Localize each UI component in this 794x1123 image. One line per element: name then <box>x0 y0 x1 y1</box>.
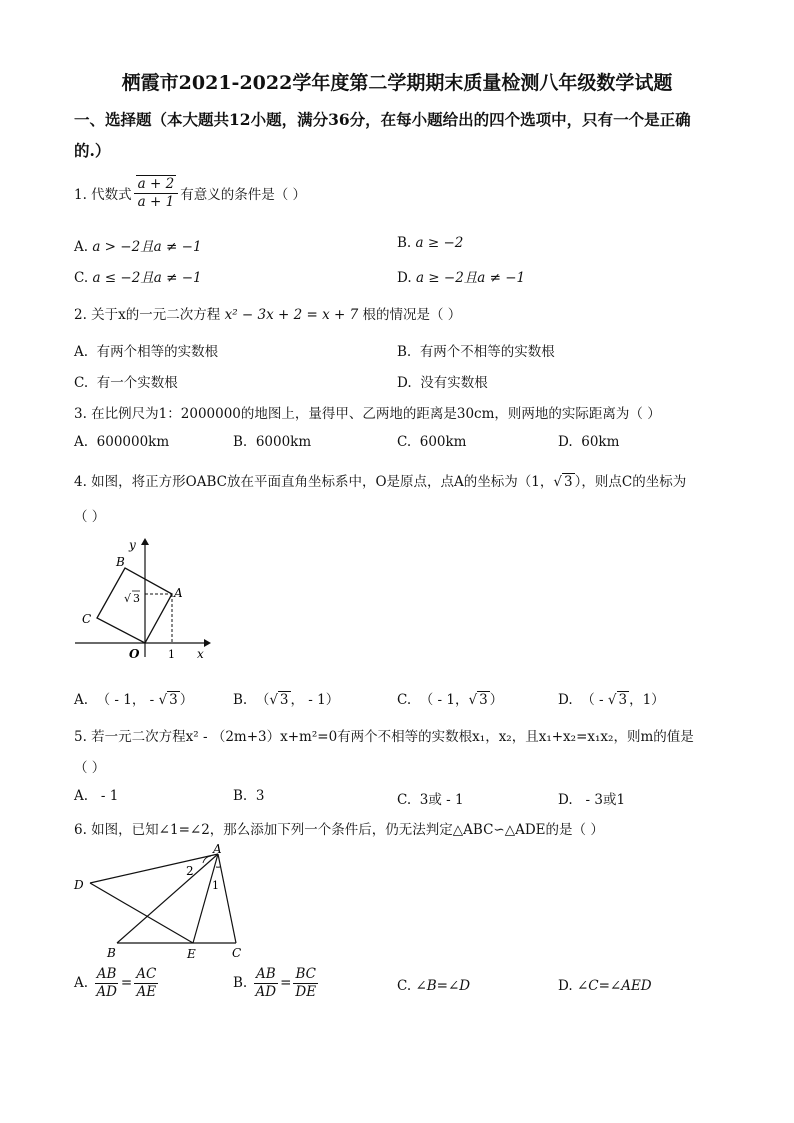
q1-suffix: 有意义的条件是（ ） <box>180 187 307 204</box>
q1-option-c[interactable] <box>74 266 202 286</box>
option-pre: （ - <box>581 692 608 708</box>
page-title: 栖霞市2021-2022学年度第二学期期末质量检测八年级数学试题 <box>121 72 673 94</box>
option-text: 600km <box>419 434 467 450</box>
q5-option-d[interactable] <box>558 788 625 808</box>
option-text: a > −2且a ≠ −1 <box>92 239 202 255</box>
option-root: 3 <box>479 692 488 708</box>
question-1 <box>74 176 306 211</box>
q5-option-a[interactable] <box>74 788 118 804</box>
segment-de <box>90 883 193 943</box>
fraction-ab-ad <box>254 966 279 1001</box>
section-heading-line2: 的.） <box>74 141 111 160</box>
q4-option-a[interactable]: A. （ - 1， - √ 3 ） <box>74 692 194 708</box>
q1-option-b[interactable] <box>397 235 463 251</box>
segment-ad <box>90 854 218 883</box>
q4-text-c: ），则点C的坐标为 <box>574 474 687 490</box>
q4-figure <box>70 535 215 665</box>
q2-option-a[interactable] <box>74 340 218 360</box>
option-label: A. <box>74 239 89 255</box>
denominator: AD <box>255 983 277 1000</box>
q6-option-c[interactable] <box>397 978 470 994</box>
option-label: D. <box>558 792 573 808</box>
option-text: 没有实数根 <box>420 375 488 391</box>
option-label: A. <box>74 692 89 708</box>
q2-option-b[interactable] <box>397 340 555 360</box>
x-axis-arrow <box>204 639 211 647</box>
option-label: B. <box>233 788 248 804</box>
option-pre: （ - 1， - <box>96 692 159 708</box>
label-c: C <box>232 946 242 960</box>
option-label: D. <box>558 434 573 450</box>
q2-option-d[interactable] <box>397 371 488 391</box>
option-pre: （ <box>255 692 270 708</box>
option-text: a ≥ −2 <box>415 235 464 251</box>
numerator: AB <box>96 966 117 982</box>
option-text: 有两个不相等的实数根 <box>419 344 555 360</box>
q1-fraction <box>134 176 179 211</box>
option-label: A. <box>74 344 89 360</box>
option-post: ） <box>179 692 194 708</box>
label-b: B <box>107 946 116 960</box>
option-text: 60km <box>581 434 620 450</box>
option-label: A. <box>74 975 89 992</box>
q4-option-c[interactable]: C. （ - 1，√ 3 ） <box>397 692 504 708</box>
option-root: 3 <box>618 692 628 708</box>
option-text: 有一个实数根 <box>96 375 178 391</box>
question-5-line1: 5. 若一元二次方程x² - （2m+3）x+m²=0有两个不相等的实数根x₁，x₂，且x₁+x₂=x₁x₂，则m的值是 <box>74 729 694 745</box>
option-label: C. <box>74 375 89 391</box>
option-text: ∠B=∠D <box>415 978 471 994</box>
option-label: D. <box>558 978 573 994</box>
label-two: 2 <box>186 864 194 878</box>
q3-option-c[interactable] <box>397 434 466 450</box>
question-3: 3. 在比例尺为1：2000000的地图上，量得甲、乙两地的距离是30cm，则两地的实际距离为（ ） <box>74 406 661 422</box>
q3-option-a[interactable] <box>74 434 169 450</box>
question-4-line1: 4. 如图，将正方形OABC放在平面直角坐标系中，O是原点，点A的坐标为（1，√ 3 ），则点C的坐标为 <box>74 474 687 490</box>
option-label: B. <box>397 235 412 251</box>
option-post: ） <box>489 692 504 708</box>
segment-ac <box>218 854 236 943</box>
option-text: a ≤ −2且a ≠ −1 <box>92 270 202 286</box>
option-label: A. <box>74 788 89 804</box>
q4-text-a: 4. 如图，将正方形OABC放在平面直角坐标系中，O是原点，点A的坐标为（1， <box>74 474 554 490</box>
option-text: 3 <box>255 788 265 804</box>
q3-option-b[interactable] <box>233 434 311 450</box>
fraction-ab-ad <box>94 966 119 1001</box>
q2-option-c[interactable] <box>74 371 178 391</box>
q4-option-d[interactable]: D. （ - √ 3 ，1） <box>558 692 665 708</box>
q6-figure <box>70 840 250 965</box>
section-heading-line1: 一、选择题（本大题共12小题，满分36分，在每小题给出的四个选项中，只有一个是正确 <box>74 110 691 129</box>
denominator: DE <box>295 983 317 1000</box>
fraction-ac-ae <box>134 966 158 1001</box>
numerator: BC <box>295 966 316 982</box>
label-c: C <box>82 612 92 626</box>
label-a: A <box>174 586 183 600</box>
option-text: - 3或1 <box>581 792 626 808</box>
label-b: B <box>116 555 125 569</box>
label-one: 1 <box>168 648 175 661</box>
option-label: B. <box>233 434 248 450</box>
segment-ae <box>193 854 218 943</box>
option-root: 3 <box>169 692 178 708</box>
denominator: AE <box>136 983 157 1000</box>
label-one: 1 <box>212 879 219 892</box>
q1-option-a[interactable] <box>74 235 202 255</box>
option-label: C. <box>397 978 412 994</box>
question-5-line2: （ ） <box>74 760 106 776</box>
q2-prefix: 2. 关于x的一元二次方程 <box>74 307 221 323</box>
question-6: 6. 如图，已知∠1=∠2，那么添加下列一个条件后，仍无法判定△ABC∽△ADE的是（ ） <box>74 822 604 838</box>
option-label: A. <box>74 434 89 450</box>
option-label: D. <box>558 692 573 708</box>
option-post: ，1） <box>629 692 665 708</box>
q2-suffix: 根的情况是（ ） <box>362 307 462 323</box>
question-4-line2: （ ） <box>74 509 106 525</box>
q4-root: 3 <box>564 474 573 490</box>
q6-option-a[interactable]: A. $\frac{AB}{AD}$ = $\frac{AC}{AE}$ <box>74 966 157 1000</box>
option-root: 3 <box>279 692 289 708</box>
option-label: C. <box>397 692 412 708</box>
q3-option-d[interactable] <box>558 434 619 450</box>
label-e: E <box>187 947 196 961</box>
q2-equation: x² − 3x + 2 = x + 7 <box>224 307 359 323</box>
q1-numerator: a + 2 <box>137 176 175 192</box>
q5-option-c[interactable] <box>397 788 464 808</box>
option-text: 有两个相等的实数根 <box>96 344 219 360</box>
option-label: C. <box>74 270 89 286</box>
q6-option-d[interactable] <box>558 978 652 994</box>
label-d: D <box>74 878 84 892</box>
fraction-bc-de <box>293 966 318 1001</box>
q1-prefix: 1. 代数式 <box>74 187 132 204</box>
option-label: C. <box>397 792 412 808</box>
option-pre: （ - 1， <box>419 692 469 708</box>
label-y: y <box>129 538 136 552</box>
q1-denominator: a + 1 <box>137 193 175 210</box>
denominator: AD <box>96 983 117 1000</box>
option-label: C. <box>397 434 412 450</box>
option-text: a ≥ −2且a ≠ −1 <box>415 270 526 286</box>
label-root3: 3 <box>133 592 140 605</box>
option-text: - 1 <box>96 788 119 804</box>
option-text: 6000km <box>255 434 312 450</box>
question-2 <box>74 303 461 323</box>
q5-option-b[interactable] <box>233 788 264 804</box>
option-text: ∠C=∠AED <box>576 978 652 994</box>
option-label: B. <box>233 692 248 708</box>
q4-option-b[interactable]: B. （√ 3 ， - 1） <box>233 692 340 708</box>
sqrt-sign: √ <box>124 592 132 605</box>
numerator: AC <box>136 966 157 982</box>
segment-ab <box>117 854 218 943</box>
numerator: AB <box>255 966 276 982</box>
y-axis-arrow <box>141 538 149 545</box>
option-text: 3或 - 1 <box>419 792 464 808</box>
option-label: D. <box>397 375 412 391</box>
option-text: 600000km <box>96 434 170 450</box>
option-label: B. <box>233 975 248 992</box>
q1-option-d[interactable] <box>397 266 525 286</box>
label-o: O <box>129 647 140 661</box>
square-oabc <box>97 568 172 643</box>
q6-option-b[interactable]: B. $\frac{AB}{AD}$ = $\frac{BC}{DE}$ <box>233 966 317 1000</box>
option-label: B. <box>397 344 412 360</box>
option-label: D. <box>397 270 412 286</box>
label-a: A <box>213 842 222 856</box>
option-post: ， - 1） <box>290 692 340 708</box>
label-x: x <box>197 647 204 661</box>
